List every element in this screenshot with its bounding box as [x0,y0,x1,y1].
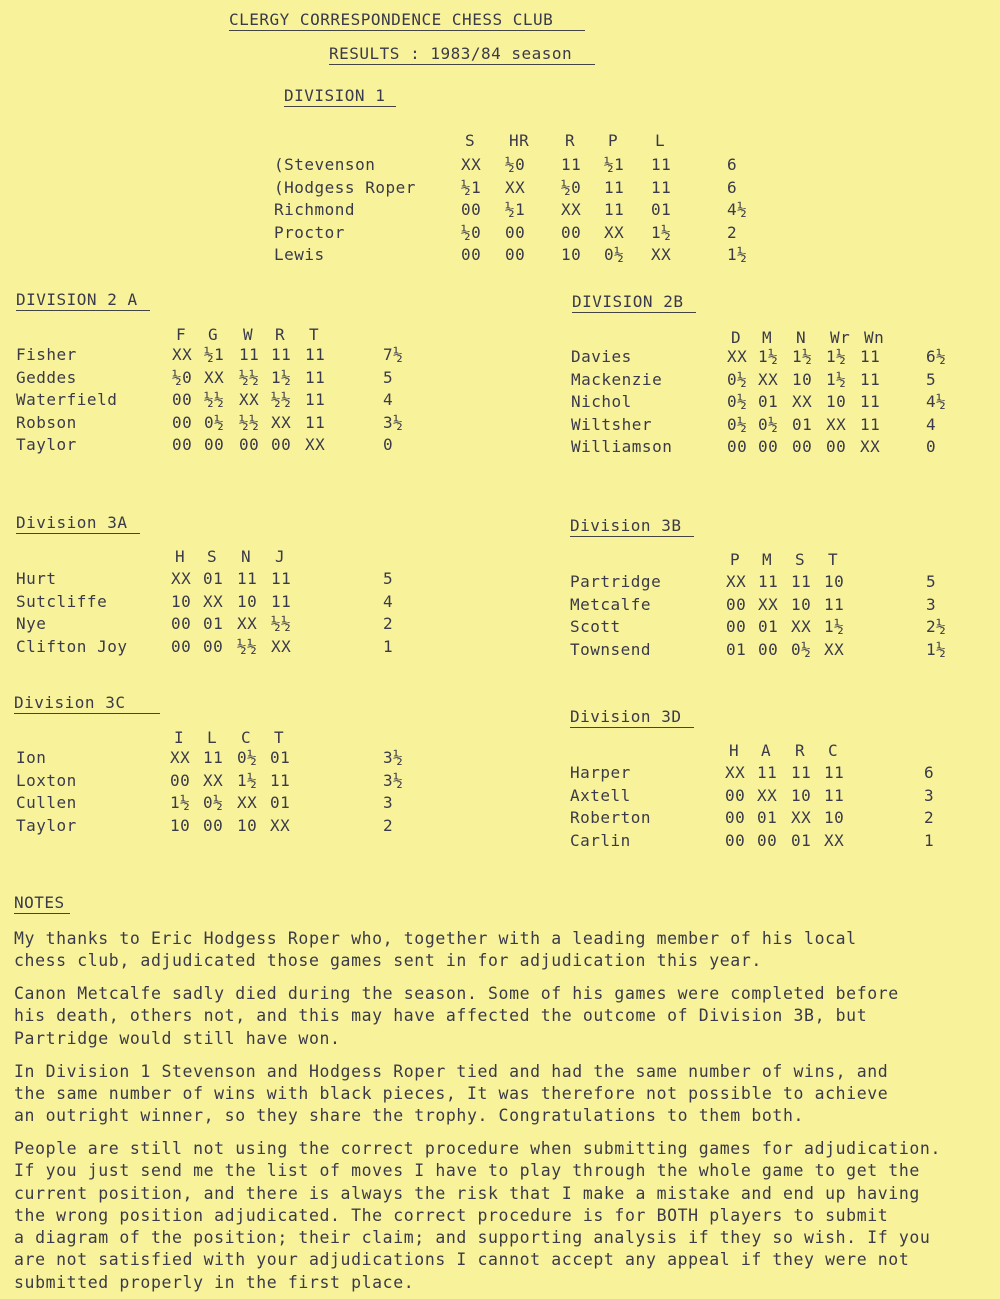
result-cell: 10 [824,572,845,591]
result-cell: 11 [271,591,292,611]
result-cell: ½1 [461,177,482,197]
result-cell: 11 [305,390,326,409]
result-cell: 11 [824,594,845,614]
result-cell: 11 [824,785,845,805]
result-cell: 1½ [170,793,191,812]
result-cell: 0½ [758,414,779,434]
result-cell: 01 [270,748,291,767]
result-cell: 10 [826,392,847,411]
result-cell: ½½ [239,367,260,387]
result-cell: 11 [791,572,812,591]
result-cell: 11 [604,177,625,197]
total-score: 3 [383,793,394,812]
result-cell: 00 [170,770,191,790]
column-header: L [655,131,666,150]
player-name: Williamson [571,437,673,456]
result-cell: 01 [651,200,672,219]
result-cell: 10 [170,815,191,835]
result-cell: 01 [203,569,224,588]
total-score: 3 [926,594,937,614]
page-title: CLERGY CORRESPONDENCE CHESS CLUB [229,10,585,31]
result-cell: 01 [757,808,778,827]
result-cell: ½0 [172,367,193,387]
result-cell: XX [791,808,812,827]
column-header: C [828,741,839,760]
result-cell: 0½ [727,392,748,411]
division-heading: Division 3A [16,513,140,534]
result-cell: 11 [239,345,260,364]
result-cell: XX [505,177,526,197]
result-cell: XX [824,830,845,850]
player-name: Lewis [274,245,325,264]
result-cell: XX [604,222,625,242]
note-line: People are still not using the correct procedure when submitting games for adjudication. [14,1138,941,1158]
result-cell: 00 [203,636,224,656]
column-header: G [208,325,219,344]
player-name: Geddes [16,367,77,387]
total-score: 2½ [926,617,947,636]
result-cell: 00 [172,390,193,409]
result-cell: ½0 [461,222,482,242]
result-cell: XX [726,572,747,591]
total-score: 1 [924,830,935,850]
player-name: Harper [570,763,631,782]
result-cell: XX [651,245,672,264]
result-cell: 00 [792,437,813,456]
player-name: Taylor [16,815,77,835]
total-score: 3½ [383,770,404,790]
column-header: A [761,741,772,760]
result-cell: 1½ [758,347,779,366]
player-name: Carlin [570,830,631,850]
result-cell: 10 [237,591,258,611]
result-cell: XX [792,392,813,411]
column-header: P [608,131,619,150]
total-score: 5 [383,569,394,588]
column-header: H [729,741,740,760]
result-cell: ½½ [204,390,225,409]
column-header: N [796,328,807,347]
result-cell: 01 [203,614,224,633]
column-header: S [795,550,806,569]
column-header: N [241,547,252,566]
result-cell: 10 [791,785,812,805]
result-cell: 11 [271,569,292,588]
player-name: Davies [571,347,632,366]
total-score: 4 [383,591,394,611]
total-score: 6 [727,155,738,174]
column-header: D [731,328,742,347]
result-cell: 01 [792,414,813,434]
total-score: 3 [924,785,935,805]
column-header: T [828,550,839,569]
result-cell: 00 [171,636,192,656]
result-cell: XX [203,591,224,611]
result-cell: 00 [171,614,192,633]
result-cell: ½½ [239,412,260,432]
result-cell: 00 [271,435,292,454]
result-cell: XX [461,155,482,174]
result-cell: XX [791,617,812,636]
column-header: C [241,728,252,747]
column-header: P [730,550,741,569]
result-cell: 11 [757,763,778,782]
player-name: (Hodgess Roper [274,177,416,197]
column-header: R [565,131,576,150]
result-cell: 10 [791,594,812,614]
result-cell: XX [271,636,292,656]
result-cell: 1½ [826,369,847,389]
result-cell: XX [860,437,881,456]
result-cell: 11 [758,572,779,591]
result-cell: 01 [758,617,779,636]
result-cell: 01 [726,639,747,659]
result-cell: 00 [561,222,582,242]
note-line: the same number of wins with black pieces, It was therefore not possible to achieve [14,1083,889,1103]
total-score: 2 [727,222,738,242]
result-cell: XX [826,414,847,434]
player-name: Nichol [571,392,632,411]
player-name: Scott [570,617,621,636]
result-cell: ½½ [271,390,292,409]
result-cell: 0½ [203,793,224,812]
note-line: are not satisfied with your adjudications I cannot accept any appeal if they were not [14,1250,910,1270]
note-line: the wrong position adjudicated. The correct procedure is for BOTH players to submit [14,1205,889,1225]
player-name: Sutcliffe [16,591,108,611]
result-cell: 11 [824,763,845,782]
player-name: Taylor [16,435,77,454]
player-name: Proctor [274,222,345,242]
result-cell: 00 [203,815,224,835]
total-score: 6 [924,763,935,782]
result-cell: XX [203,770,224,790]
page-subtitle: RESULTS : 1983/84 season [329,44,595,65]
result-cell: 00 [726,594,747,614]
player-name: Townsend [570,639,652,659]
result-cell: ½1 [505,200,526,219]
division-heading: Division 3D [570,707,694,728]
total-score: 7½ [383,345,404,364]
result-cell: 0½ [791,639,812,659]
result-cell: 00 [826,437,847,456]
player-name: Partridge [570,572,662,591]
column-header: I [174,728,185,747]
result-cell: 11 [791,763,812,782]
column-header: H [175,547,186,566]
division-heading: Division 3B [570,516,694,537]
column-header: F [176,325,187,344]
result-cell: 10 [171,591,192,611]
total-score: 1½ [727,245,748,264]
result-cell: XX [270,815,291,835]
player-name: Fisher [16,345,77,364]
result-cell: 00 [172,435,193,454]
note-line: current position, and there is always the risk that I make a mistake and end up having [14,1183,920,1203]
result-cell: XX [758,369,779,389]
result-cell: 00 [204,435,225,454]
result-cell: 00 [505,222,526,242]
note-line: his death, others not, and this may have affected the outcome of Division 3B, but [14,1006,868,1026]
result-cell: 0½ [204,412,225,432]
column-header: S [207,547,218,566]
player-name: Axtell [570,785,631,805]
result-cell: XX [170,748,191,767]
result-cell: 10 [237,815,258,835]
note-line: My thanks to Eric Hodgess Roper who, together with a leading member of his local [14,929,857,948]
total-score: 4½ [926,392,947,411]
note-line: Partridge would still have won. [14,1028,341,1048]
note-line: Canon Metcalfe sadly died during the season. Some of his games were completed before [14,984,899,1004]
result-cell: 00 [461,245,482,264]
result-cell: ½½ [237,636,258,656]
result-cell: ½1 [204,345,225,364]
result-cell: 00 [757,830,778,850]
player-name: Robson [16,412,77,432]
column-header: HR [509,131,530,150]
result-cell: 00 [727,437,748,456]
result-cell: XX [237,793,258,812]
result-cell: 00 [239,435,260,454]
result-cell: 11 [651,155,672,174]
result-cell: 11 [305,412,326,432]
player-name: Clifton Joy [16,636,128,656]
result-cell: 00 [725,785,746,805]
division-heading: Division 3C [14,693,160,714]
total-score: 2 [383,815,394,835]
result-cell: ½0 [505,155,526,174]
result-cell: ½1 [604,155,625,174]
result-cell: 0½ [237,748,258,767]
column-header: T [274,728,285,747]
column-header: W [243,325,254,344]
note-line: submitted properly in the first place. [14,1272,415,1292]
player-name: Roberton [570,808,652,827]
player-name: Metcalfe [570,594,652,614]
result-cell: XX [824,639,845,659]
total-score: 0 [926,437,937,456]
division-heading: DIVISION 2B [572,292,696,313]
result-cell: 11 [305,345,326,364]
note-line: In Division 1 Stevenson and Hodgess Roper tied and had the same number of wins, and [14,1061,889,1081]
note-line: an outright winner, so they share the trophy. Congratulations to them both. [14,1106,805,1126]
player-name: Ion [16,748,47,767]
column-header: Wr [830,328,851,347]
result-cell: XX [239,390,260,409]
result-cell: 10 [561,245,582,264]
result-cell: 0½ [604,245,625,264]
player-name: Nye [16,614,47,633]
column-header: S [465,131,476,150]
result-cell: XX [171,569,192,588]
result-cell: 11 [860,369,881,389]
note-line: a diagram of the position; their claim; and supporting analysis if they so wish. If you [14,1228,931,1248]
result-cell: XX [237,614,258,633]
player-name: Hurt [16,569,57,588]
result-cell: 00 [505,245,526,264]
result-cell: 11 [270,770,291,790]
result-cell: 1½ [237,770,258,790]
notes-heading: NOTES [14,893,70,914]
result-cell: ½½ [271,614,292,633]
result-cell: 1½ [826,347,847,366]
result-cell: 11 [271,345,292,364]
result-cell: XX [757,785,778,805]
note-line: If you just send me the list of moves I have to play through the whole game to get the [14,1161,920,1181]
result-cell: 00 [725,808,746,827]
player-name: Richmond [274,200,356,219]
result-cell: 10 [792,369,813,389]
column-header: R [795,741,806,760]
column-header: L [207,728,218,747]
result-cell: ½0 [561,177,582,197]
total-score: 4 [926,414,937,434]
column-header: J [275,547,286,566]
result-cell: 01 [270,793,291,812]
player-name: Loxton [16,770,77,790]
total-score: 2 [383,614,394,633]
result-cell: XX [172,345,193,364]
result-cell: 11 [651,177,672,197]
result-cell: 1½ [271,367,292,387]
total-score: 4 [383,390,394,409]
result-cell: 11 [237,569,258,588]
result-cell: 00 [172,412,193,432]
note-line: chess club, adjudicated those games sent in for adjudication this year. [14,951,762,971]
total-score: 6½ [926,347,947,366]
column-header: T [309,325,320,344]
result-cell: 0½ [727,414,748,434]
result-cell: 00 [726,617,747,636]
total-score: 4½ [727,200,748,219]
result-cell: 11 [860,392,881,411]
column-header: Wn [864,328,885,347]
result-cell: 11 [860,347,881,366]
total-score: 6 [727,177,738,197]
result-cell: 00 [758,639,779,659]
result-cell: 11 [203,748,224,767]
total-score: 0 [383,435,394,454]
total-score: 2 [924,808,935,827]
result-cell: 1½ [824,617,845,636]
player-name: Mackenzie [571,369,663,389]
result-cell: XX [305,435,326,454]
result-cell: 11 [561,155,582,174]
result-cell: XX [561,200,582,219]
column-header: M [762,328,773,347]
result-cell: 10 [824,808,845,827]
result-cell: 11 [860,414,881,434]
total-score: 5 [926,572,937,591]
result-cell: 11 [305,367,326,387]
division-heading: DIVISION 1 [284,86,396,107]
result-cell: 1½ [792,347,813,366]
result-cell: XX [271,412,292,432]
total-score: 1 [383,636,394,656]
result-cell: 00 [461,200,482,219]
column-header: M [762,550,773,569]
player-name: Wiltsher [571,414,653,434]
result-cell: 01 [758,392,779,411]
result-cell: 11 [604,200,625,219]
total-score: 1½ [926,639,947,659]
result-cell: 01 [791,830,812,850]
result-cell: XX [727,347,748,366]
result-cell: XX [204,367,225,387]
division-heading: DIVISION 2 A [16,290,150,311]
result-cell: 0½ [727,369,748,389]
result-cell: 00 [758,437,779,456]
total-score: 5 [926,369,937,389]
total-score: 3½ [383,412,404,432]
player-name: (Stevenson [274,155,376,174]
total-score: 5 [383,367,394,387]
total-score: 3½ [383,748,404,767]
result-cell: XX [758,594,779,614]
result-cell: 00 [725,830,746,850]
result-cell: 1½ [651,222,672,242]
column-header: R [275,325,286,344]
player-name: Waterfield [16,390,118,409]
player-name: Cullen [16,793,77,812]
result-cell: XX [725,763,746,782]
